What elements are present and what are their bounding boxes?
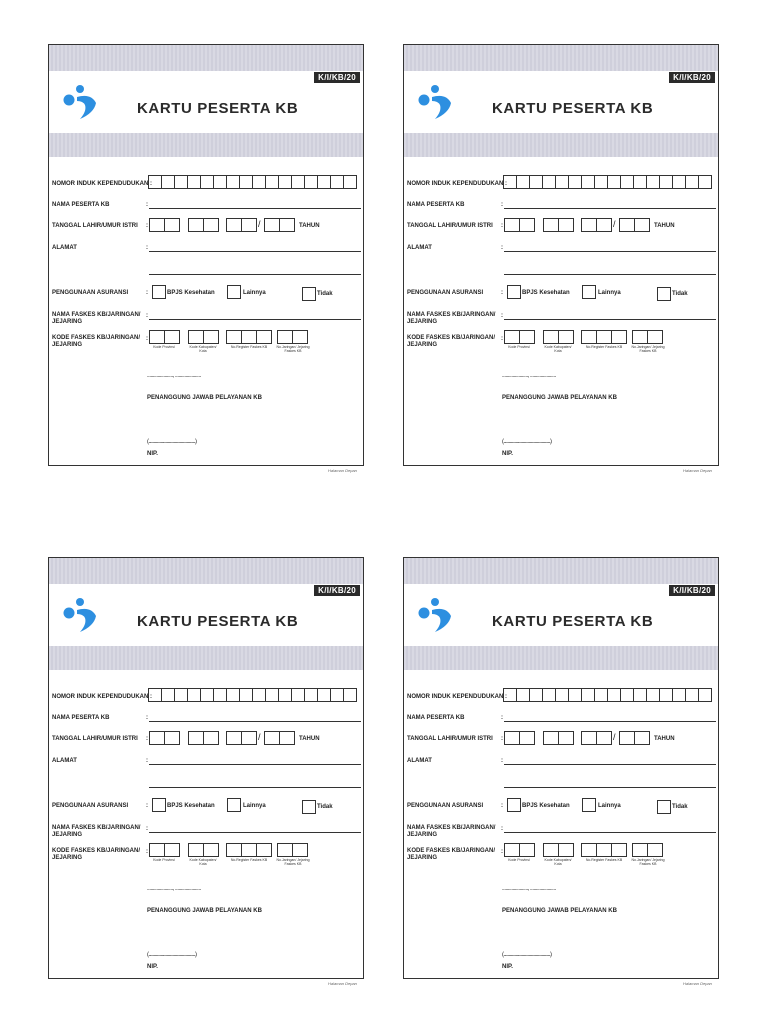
caption-provinsi: Kode Provinsi	[508, 345, 530, 349]
kb-card-4: K/I/KB/20 KARTU PESERTA KB NOMOR INDUK KEPENDUDUKAN : NAMA PESERTA KB : TANGGAL LAHIR/UMUR ISTRI : / TAHUN ALAMAT : PENGGUNAAN ASURANSI : BPJS Kesehatan Lainnya Tidak NAMA FASKES KB/JARINGAN/ JEJARING : KODE FASKES KB/JARINGAN/ JEJARING : Kode Provinsi Kode Kabupaten/ Kota No.Register Faskes KB No.Jaringan/ Jejaring Faskes KB ......................, ...................... PENANGGUNG JAWAB PELAYANAN KB (......................................................) NIP.	[403, 557, 719, 979]
bpjs-label: BPJS Kesehatan	[522, 803, 570, 809]
bpjs-checkbox[interactable]	[152, 285, 166, 299]
kode-kabupaten[interactable]	[544, 330, 574, 344]
tidak-label: Tidak	[672, 804, 688, 810]
bpjs-label: BPJS Kesehatan	[167, 290, 215, 296]
label-nik: NOMOR INDUK KEPENDUDUKAN :	[52, 694, 152, 700]
tidak-checkbox[interactable]	[657, 287, 671, 301]
kode-kabupaten[interactable]	[189, 843, 219, 857]
caption-provinsi: Kode Provinsi	[153, 345, 175, 349]
no-jaringan[interactable]	[633, 843, 663, 857]
caption-kabupaten: Kode Kabupaten/ Kota	[189, 345, 217, 353]
tanggal-year[interactable]	[227, 731, 257, 745]
faskes-nama-field[interactable]	[149, 319, 361, 320]
label-nama: NAMA PESERTA KB	[407, 715, 465, 721]
label-faskes-kode: KODE FASKES KB/JARINGAN/ JEJARING	[407, 335, 496, 348]
tanggal-day[interactable]	[505, 731, 535, 745]
nik-boxes[interactable]	[504, 688, 712, 702]
bkkbn-logo-icon	[61, 83, 101, 121]
nama-field[interactable]	[149, 721, 361, 722]
caption-register: No.Register Faskes KB	[585, 345, 623, 349]
caption-register: No.Register Faskes KB	[230, 345, 268, 349]
signature-name: (......................................................)	[147, 439, 197, 445]
bkkbn-logo-icon	[61, 596, 101, 634]
no-jaringan[interactable]	[278, 843, 308, 857]
no-register[interactable]	[582, 330, 627, 344]
kb-card-3: K/I/KB/20 KARTU PESERTA KB NOMOR INDUK KEPENDUDUKAN : NAMA PESERTA KB : TANGGAL LAHIR/UMUR ISTRI : / TAHUN ALAMAT : PENGGUNAAN ASURANSI : BPJS Kesehatan Lainnya Tidak NAMA FASKES KB/JARINGAN/ JEJARING : KODE FASKES KB/JARINGAN/ JEJARING : Kode Provinsi Kode Kabupaten/ Kota No.Register Faskes KB No.Jaringan/ Jejaring Faskes KB ......................, ...................... PENANGGUNG JAWAB PELAYANAN KB (......................................................) NIP.	[48, 557, 364, 979]
tanggal-month[interactable]	[189, 731, 219, 745]
label-alamat: ALAMAT	[52, 758, 77, 764]
nip-label: NIP.	[502, 964, 513, 970]
lainnya-checkbox[interactable]	[582, 285, 596, 299]
label-faskes-nama: NAMA FASKES KB/JARINGAN/ JEJARING	[407, 312, 496, 325]
header-band	[404, 45, 718, 71]
label-nik: NOMOR INDUK KEPENDUDUKAN :	[407, 181, 507, 187]
alamat-field-2[interactable]	[504, 274, 716, 275]
faskes-nama-field[interactable]	[504, 832, 716, 833]
signature-name: (......................................................)	[502, 952, 552, 958]
alamat-field-2[interactable]	[149, 787, 361, 788]
alamat-field-1[interactable]	[504, 764, 716, 765]
label-nik: NOMOR INDUK KEPENDUDUKAN :	[407, 694, 507, 700]
lainnya-checkbox[interactable]	[227, 285, 241, 299]
card-title: KARTU PESERTA KB	[492, 100, 654, 117]
caption-kabupaten: Kode Kabupaten/ Kota	[544, 858, 572, 866]
footer-note: Halaman Depan	[683, 468, 712, 473]
lainnya-label: Lainnya	[243, 290, 266, 296]
label-tanggal: TANGGAL LAHIR/UMUR ISTRI	[52, 223, 138, 229]
kode-provinsi[interactable]	[505, 843, 535, 857]
caption-register: No.Register Faskes KB	[230, 858, 268, 862]
kb-card-1: K/I/KB/20 KARTU PESERTA KB NOMOR INDUK KEPENDUDUKAN : NAMA PESERTA KB : TANGGAL LAHIR/UMUR ISTRI : / TAHUN ALAMAT : PENGGUNAAN ASURANSI : BPJS Kesehatan Lainnya Tidak NAMA FASKES KB/JARINGAN/ JEJARING : KODE FASKES KB/JARINGAN/ JEJARING : Kode Provinsi Kode Kabupaten/ Kota No.Register Faskes KB No.Jaringan/ Jejaring Faskes KB ......................, ...................... PENANGGUNG JAWAB PELAYANAN KB (......................................................) NIP.	[48, 44, 364, 466]
form-code: K/I/KB/20	[669, 585, 715, 596]
bkkbn-logo-icon	[416, 83, 456, 121]
tahun-label: TAHUN	[299, 736, 320, 742]
alamat-field-1[interactable]	[504, 251, 716, 252]
no-jaringan[interactable]	[633, 330, 663, 344]
nip-label: NIP.	[147, 964, 158, 970]
tanggal-month[interactable]	[544, 731, 574, 745]
kode-provinsi[interactable]	[150, 843, 180, 857]
place-date: ......................, ......................	[502, 886, 556, 892]
label-faskes-kode: KODE FASKES KB/JARINGAN/ JEJARING	[52, 848, 141, 861]
middle-band	[404, 646, 718, 670]
label-nik: NOMOR INDUK KEPENDUDUKAN :	[52, 181, 152, 187]
bkkbn-logo-icon	[416, 596, 456, 634]
nik-boxes[interactable]	[504, 175, 712, 189]
nama-field[interactable]	[149, 208, 361, 209]
lainnya-label: Lainnya	[598, 290, 621, 296]
nik-boxes[interactable]	[149, 688, 357, 702]
card-title: KARTU PESERTA KB	[137, 100, 299, 117]
caption-jaringan: No.Jaringan/ Jejaring Faskes KB	[276, 858, 310, 866]
tidak-label: Tidak	[672, 291, 688, 297]
tanggal-day[interactable]	[150, 218, 180, 232]
signature-name: (......................................................)	[502, 439, 552, 445]
label-nama: NAMA PESERTA KB	[52, 202, 110, 208]
tahun-label: TAHUN	[654, 223, 675, 229]
tidak-checkbox[interactable]	[302, 800, 316, 814]
no-register[interactable]	[227, 330, 272, 344]
lainnya-label: Lainnya	[243, 803, 266, 809]
middle-band	[49, 133, 363, 157]
label-faskes-nama: NAMA FASKES KB/JARINGAN/ JEJARING	[52, 312, 141, 325]
alamat-field-1[interactable]	[149, 764, 361, 765]
form-code: K/I/KB/20	[314, 72, 360, 83]
umur-istri[interactable]	[620, 218, 650, 232]
label-alamat: ALAMAT	[407, 758, 432, 764]
tanggal-day[interactable]	[150, 731, 180, 745]
footer-note: Halaman Depan	[328, 468, 357, 473]
umur-istri[interactable]	[265, 731, 295, 745]
footer-note: Halaman Depan	[328, 981, 357, 986]
place-date: ......................, ......................	[502, 373, 556, 379]
lainnya-label: Lainnya	[598, 803, 621, 809]
responsible-label: PENANGGUNG JAWAB PELAYANAN KB	[147, 395, 262, 401]
alamat-field-2[interactable]	[504, 787, 716, 788]
middle-band	[49, 646, 363, 670]
lainnya-checkbox[interactable]	[582, 798, 596, 812]
card-title: KARTU PESERTA KB	[492, 613, 654, 630]
tidak-checkbox[interactable]	[302, 287, 316, 301]
caption-jaringan: No.Jaringan/ Jejaring Faskes KB	[631, 345, 665, 353]
middle-band	[404, 133, 718, 157]
nik-boxes[interactable]	[149, 175, 357, 189]
nip-label: NIP.	[502, 451, 513, 457]
form-code: K/I/KB/20	[314, 585, 360, 596]
label-tanggal: TANGGAL LAHIR/UMUR ISTRI	[407, 223, 493, 229]
tahun-label: TAHUN	[299, 223, 320, 229]
place-date: ......................, ......................	[147, 886, 201, 892]
tanggal-year[interactable]	[582, 731, 612, 745]
nip-label: NIP.	[147, 451, 158, 457]
header-band	[404, 558, 718, 584]
no-jaringan[interactable]	[278, 330, 308, 344]
tanggal-month[interactable]	[189, 218, 219, 232]
caption-jaringan: No.Jaringan/ Jejaring Faskes KB	[276, 345, 310, 353]
caption-kabupaten: Kode Kabupaten/ Kota	[544, 345, 572, 353]
tidak-label: Tidak	[317, 804, 333, 810]
label-alamat: ALAMAT	[52, 245, 77, 251]
tidak-label: Tidak	[317, 291, 333, 297]
bpjs-checkbox[interactable]	[507, 285, 521, 299]
caption-register: No.Register Faskes KB	[585, 858, 623, 862]
responsible-label: PENANGGUNG JAWAB PELAYANAN KB	[147, 908, 262, 914]
form-code: K/I/KB/20	[669, 72, 715, 83]
kb-card-2: K/I/KB/20 KARTU PESERTA KB NOMOR INDUK KEPENDUDUKAN : NAMA PESERTA KB : TANGGAL LAHIR/UMUR ISTRI : / TAHUN ALAMAT : PENGGUNAAN ASURANSI : BPJS Kesehatan Lainnya Tidak NAMA FASKES KB/JARINGAN/ JEJARING : KODE FASKES KB/JARINGAN/ JEJARING : Kode Provinsi Kode Kabupaten/ Kota No.Register Faskes KB No.Jaringan/ Jejaring Faskes KB ......................, ...................... PENANGGUNG JAWAB PELAYANAN KB (......................................................) NIP.	[403, 44, 719, 466]
kode-kabupaten[interactable]	[544, 843, 574, 857]
footer-note: Halaman Depan	[683, 981, 712, 986]
caption-provinsi: Kode Provinsi	[153, 858, 175, 862]
umur-istri[interactable]	[620, 731, 650, 745]
label-asuransi: PENGGUNAAN ASURANSI	[52, 803, 129, 809]
bpjs-checkbox[interactable]	[152, 798, 166, 812]
nama-field[interactable]	[504, 208, 716, 209]
tanggal-day[interactable]	[505, 218, 535, 232]
responsible-label: PENANGGUNG JAWAB PELAYANAN KB	[502, 908, 617, 914]
bpjs-label: BPJS Kesehatan	[522, 290, 570, 296]
label-faskes-kode: KODE FASKES KB/JARINGAN/ JEJARING	[52, 335, 141, 348]
faskes-nama-field[interactable]	[149, 832, 361, 833]
label-tanggal: TANGGAL LAHIR/UMUR ISTRI	[407, 736, 493, 742]
tanggal-month[interactable]	[544, 218, 574, 232]
label-asuransi: PENGGUNAAN ASURANSI	[407, 290, 484, 296]
signature-name: (......................................................)	[147, 952, 197, 958]
header-band	[49, 558, 363, 584]
label-nama: NAMA PESERTA KB	[52, 715, 110, 721]
caption-provinsi: Kode Provinsi	[508, 858, 530, 862]
label-tanggal: TANGGAL LAHIR/UMUR ISTRI	[52, 736, 138, 742]
umur-istri[interactable]	[265, 218, 295, 232]
tidak-checkbox[interactable]	[657, 800, 671, 814]
lainnya-checkbox[interactable]	[227, 798, 241, 812]
caption-kabupaten: Kode Kabupaten/ Kota	[189, 858, 217, 866]
kode-kabupaten[interactable]	[189, 330, 219, 344]
label-faskes-nama: NAMA FASKES KB/JARINGAN/ JEJARING	[407, 825, 496, 838]
alamat-field-1[interactable]	[149, 251, 361, 252]
no-register[interactable]	[582, 843, 627, 857]
no-register[interactable]	[227, 843, 272, 857]
place-date: ......................, ......................	[147, 373, 201, 379]
tanggal-year[interactable]	[227, 218, 257, 232]
caption-jaringan: No.Jaringan/ Jejaring Faskes KB	[631, 858, 665, 866]
card-title: KARTU PESERTA KB	[137, 613, 299, 630]
label-nama: NAMA PESERTA KB	[407, 202, 465, 208]
faskes-nama-field[interactable]	[504, 319, 716, 320]
tahun-label: TAHUN	[654, 736, 675, 742]
kode-provinsi[interactable]	[505, 330, 535, 344]
bpjs-label: BPJS Kesehatan	[167, 803, 215, 809]
responsible-label: PENANGGUNG JAWAB PELAYANAN KB	[502, 395, 617, 401]
label-asuransi: PENGGUNAAN ASURANSI	[52, 290, 129, 296]
nama-field[interactable]	[504, 721, 716, 722]
label-faskes-nama: NAMA FASKES KB/JARINGAN/ JEJARING	[52, 825, 141, 838]
bpjs-checkbox[interactable]	[507, 798, 521, 812]
alamat-field-2[interactable]	[149, 274, 361, 275]
label-asuransi: PENGGUNAAN ASURANSI	[407, 803, 484, 809]
label-alamat: ALAMAT	[407, 245, 432, 251]
kode-provinsi[interactable]	[150, 330, 180, 344]
header-band	[49, 45, 363, 71]
tanggal-year[interactable]	[582, 218, 612, 232]
label-faskes-kode: KODE FASKES KB/JARINGAN/ JEJARING	[407, 848, 496, 861]
